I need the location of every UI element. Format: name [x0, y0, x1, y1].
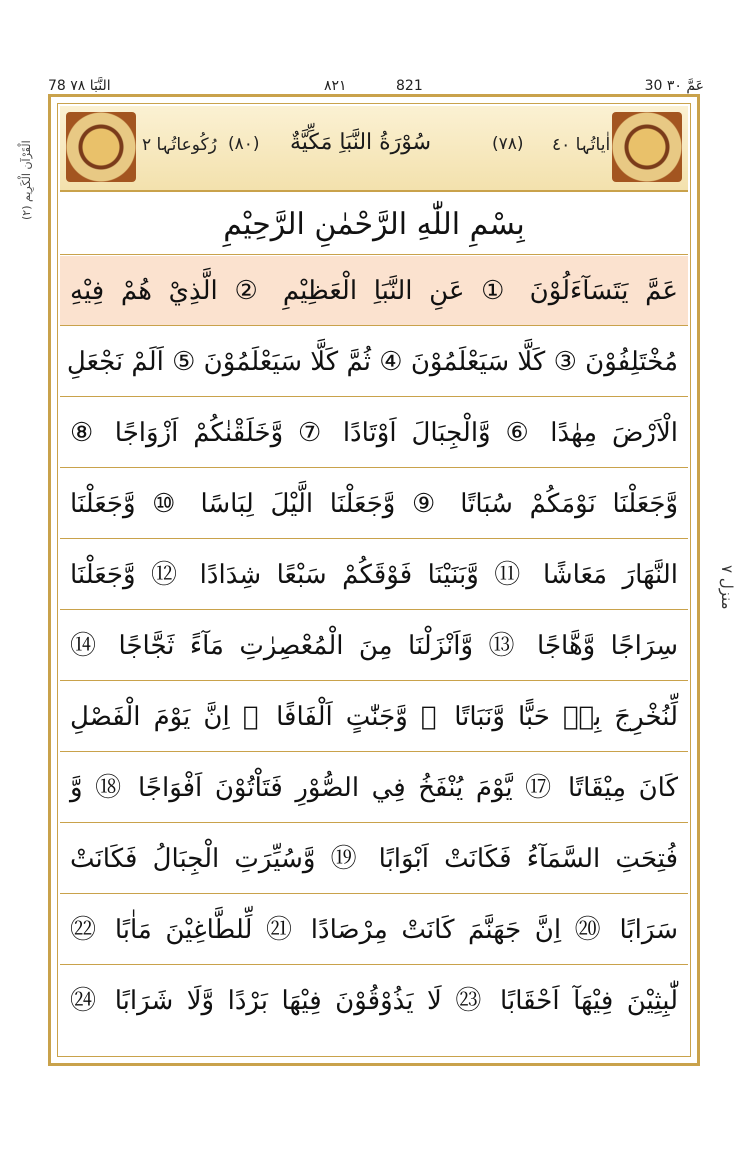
ornament-left-icon [66, 112, 136, 182]
bismillah: بِسْمِ اللّٰهِ الرَّحْمٰنِ الرَّحِيْمِ [60, 196, 688, 255]
page-inner-frame [57, 103, 691, 1057]
verse-line: فُتِحَتِ السَّمَآءُ فَكَانَتْ اَبْوَابًا ⑲ وَّسُيِّرَتِ الْجِبَالُ فَكَانَتْ [60, 824, 688, 894]
verse-line: النَّهَارَ مَعَاشًا ⑪ وَّبَنَيْنَا فَوْقَكُمْ سَبْعًا شِدَادًا ⑫ وَّجَعَلْنَا [60, 540, 688, 610]
verse-line: لّٰبِثِيْنَ فِيْهَآ اَحْقَابًا ㉓ لَا يَذُوْقُوْنَ فِيْهَا بَرْدًا وَّلَا شَرَابًا ㉔ [70, 986, 678, 1016]
verse-line: مُخْتَلِفُوْنَ ③ كَلَّا سَيَعْلَمُوْنَ ④ ثُمَّ كَلَّا سَيَعْلَمُوْنَ ⑤ اَلَمْ نَجْعَلِ [60, 327, 688, 397]
ornament-right-icon [612, 112, 682, 182]
side-label-left: (٢) الْقَرْآن الْكَرِيم [20, 140, 33, 220]
rukus-count: رُکُوعاتُہا ٢ [142, 135, 217, 155]
manzil-marker: منزل ٧ [718, 565, 736, 610]
surah-title: سُوْرَةُ النَّبَاِ مَكِّيَّةٌ [290, 130, 432, 155]
page-number-arabic: ٨٢١ [324, 78, 347, 94]
ayat-count: اٰیاتُہا ٤٠ [552, 135, 611, 155]
verse-line: لِّنُخْرِجَ بِهٖ حَبًّا وَّنَبَاتًا ⑮ وَّجَنّٰتٍ اَلْفَافًا ⑯ اِنَّ يَوْمَ الْفَصْلِ [60, 682, 688, 752]
verse-line: عَمَّ يَتَسَآءَلُوْنَ ① عَنِ النَّبَاِ الْعَظِيْمِ ② الَّذِيْ هُمْ فِيْهِ [60, 256, 688, 326]
juz-running-head: 30 عَمَّ ٣٠ [644, 78, 704, 94]
surah-header [60, 106, 688, 192]
page-frame [48, 94, 700, 1066]
page-number: 821 [396, 78, 423, 94]
revelation-number: (٨٠) [228, 134, 260, 154]
verse-line: وَّجَعَلْنَا نَوْمَكُمْ سُبَاتًا ⑨ وَّجَعَلْنَا الَّيْلَ لِبَاسًا ⑩ وَّجَعَلْنَا [60, 469, 688, 539]
verse-line: الْاَرْضَ مِهٰدًا ⑥ وَّالْجِبَالَ اَوْتَادًا ⑦ وَّخَلَقْنٰكُمْ اَزْوَاجًا ⑧ [60, 398, 688, 468]
verse-line: سَرَابًا ⑳ اِنَّ جَهَنَّمَ كَانَتْ مِرْصَادًا ㉑ لِّلطَّاغِيْنَ مَاٰبًا ㉒ [60, 895, 688, 965]
verse-line: سِرَاجًا وَّهَّاجًا ⑬ وَّاَنْزَلْنَا مِنَ الْمُعْصِرٰتِ مَآءً ثَجَّاجًا ⑭ [60, 611, 688, 681]
surah-number: (٧٨) [492, 134, 524, 154]
surah-running-head: 78 النَّبَا ٧٨ [48, 78, 111, 94]
verse-line: كَانَ مِيْقَاتًا ⑰ يَّوْمَ يُنْفَخُ فِي الصُّوْرِ فَتَاْتُوْنَ اَفْوَاجًا ⑱ وَّ [60, 753, 688, 823]
